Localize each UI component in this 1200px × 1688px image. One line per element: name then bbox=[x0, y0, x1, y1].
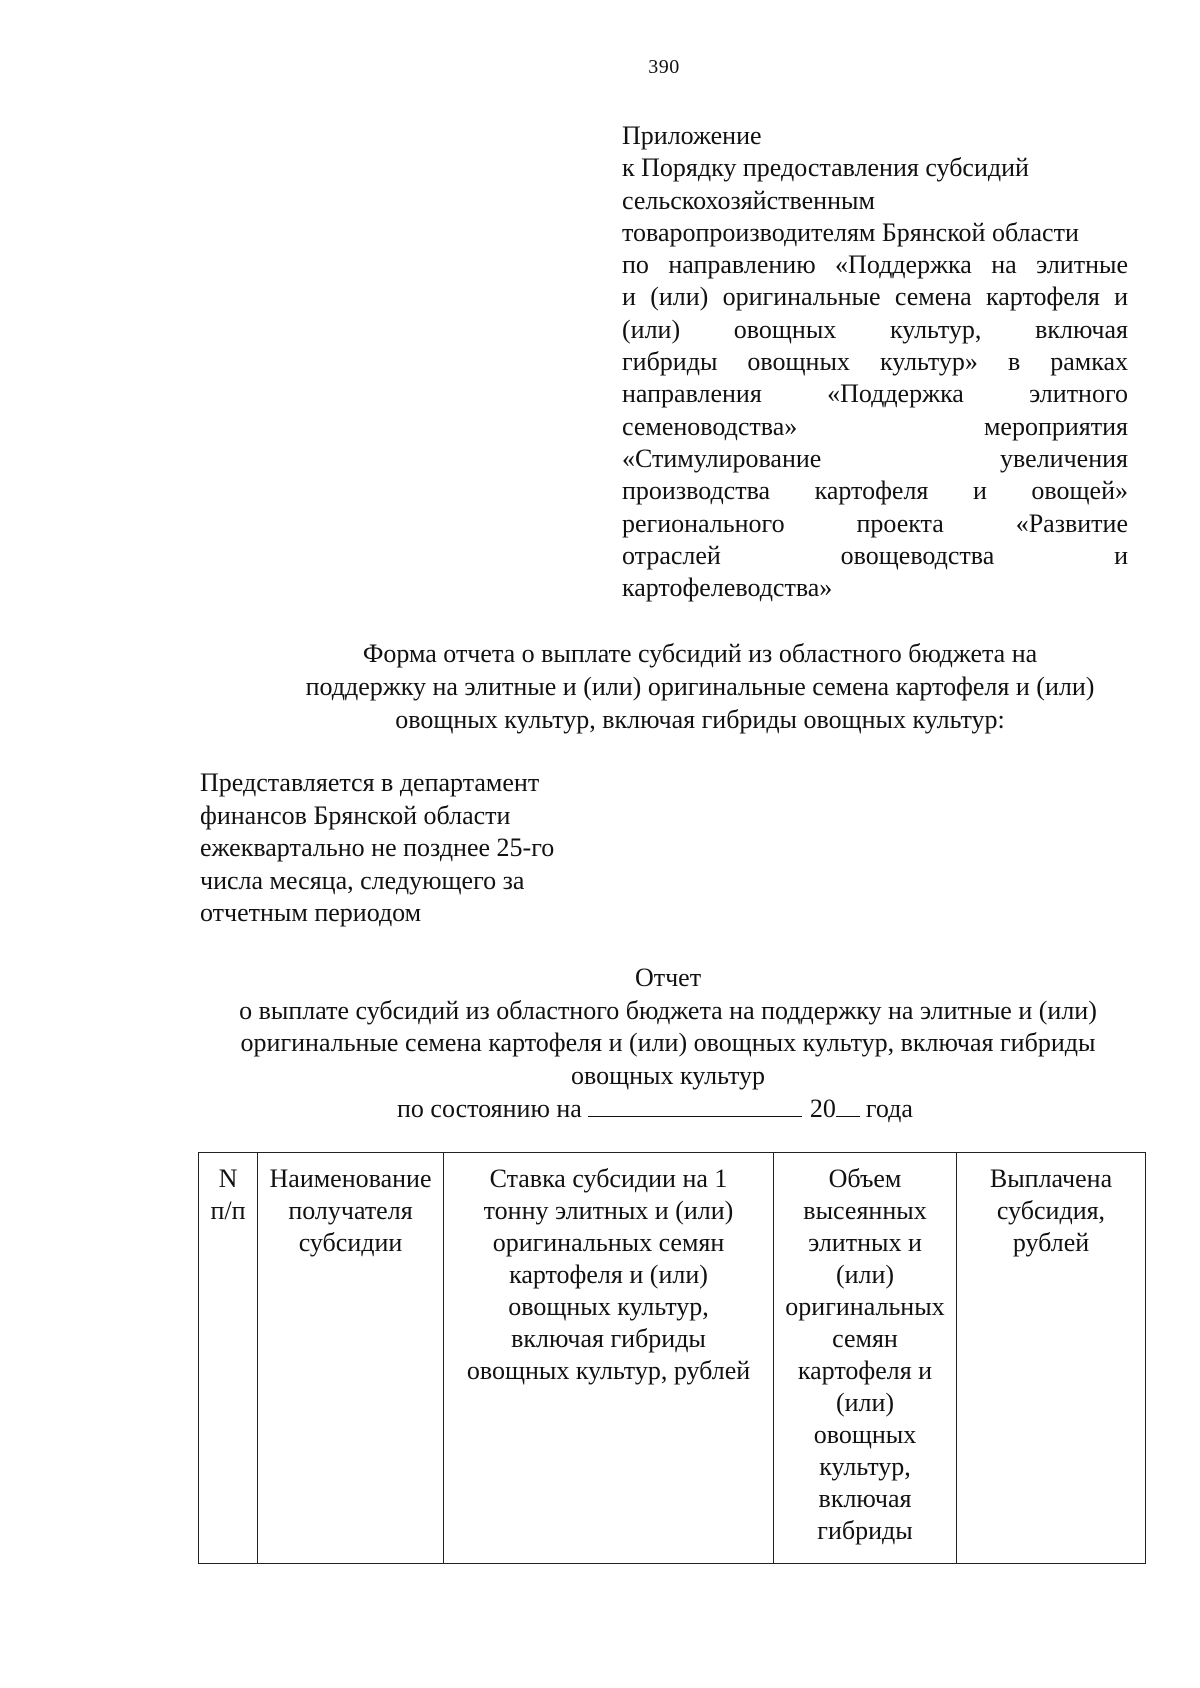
header-line: субсидии bbox=[298, 1228, 403, 1257]
header-line: овощных bbox=[813, 1420, 917, 1449]
header-line: овощных культур, bbox=[508, 1292, 709, 1321]
header-line: Наименование bbox=[269, 1164, 432, 1193]
submission-note-line: ежеквартально не позднее 25-го bbox=[200, 833, 555, 862]
report-table bbox=[198, 1152, 1146, 1564]
header-line: Объем bbox=[828, 1164, 902, 1193]
header-cell-volume bbox=[774, 1153, 957, 1564]
header-line: Выплачена bbox=[989, 1164, 1113, 1193]
table-header-row bbox=[199, 1153, 1146, 1564]
form-title bbox=[0, 637, 1200, 736]
header-line: семян bbox=[832, 1324, 898, 1353]
header-line: овощных культур, рублей bbox=[466, 1356, 751, 1385]
report-date-line bbox=[397, 1094, 913, 1124]
appendix-line: картофелеводства» bbox=[622, 573, 833, 603]
form-title-line: поддержку на элитные и (или) оригинальные семена картофеля и (или) bbox=[305, 672, 1095, 701]
header-line: N bbox=[218, 1164, 238, 1193]
submission-note-line: отчетным периодом bbox=[200, 898, 422, 927]
header-line: Ставка субсидии на 1 bbox=[489, 1164, 728, 1193]
report-date-suffix: года bbox=[865, 1094, 913, 1123]
appendix-line: семеноводства» мероприятия bbox=[622, 411, 1128, 441]
submission-note-line: Представляется в департамент bbox=[200, 768, 540, 797]
report-subtitle-line: о выплате субсидий из областного бюджета на поддержку на элитные и (или) bbox=[239, 995, 1097, 1025]
appendix-line: гибриды овощных культур» в рамках bbox=[622, 347, 1128, 377]
form-title-line: овощных культур, включая гибриды овощных культур: bbox=[395, 705, 1005, 734]
header-line: субсидия, bbox=[996, 1196, 1106, 1225]
header-line: включая гибриды bbox=[511, 1324, 706, 1353]
header-cell-number bbox=[199, 1153, 258, 1564]
header-cell-rate bbox=[444, 1153, 774, 1564]
header-cell-recipient bbox=[258, 1153, 444, 1564]
header-line: элитных и bbox=[808, 1228, 922, 1257]
appendix-line: и (или) оригинальные семена картофеля и bbox=[622, 282, 1128, 312]
year-blank-field[interactable] bbox=[836, 1094, 860, 1117]
date-blank-field[interactable] bbox=[588, 1094, 802, 1117]
submission-note-line: финансов Брянской области bbox=[200, 800, 511, 830]
header-line: гибриды bbox=[817, 1516, 913, 1545]
appendix-line: Приложение bbox=[622, 121, 762, 150]
report-date-year: 20 bbox=[809, 1094, 836, 1123]
report-subtitle-line: оригинальные семена картофеля и (или) овощных культур, включая гибриды bbox=[240, 1028, 1096, 1057]
header-line: включая bbox=[818, 1484, 912, 1513]
appendix-line: производства картофеля и овощей» bbox=[622, 476, 1128, 506]
appendix-block bbox=[622, 120, 1128, 604]
form-title-line: Форма отчета о выплате субсидий из областного бюджета на bbox=[362, 639, 1038, 668]
header-line: п/п bbox=[210, 1196, 246, 1225]
header-line: (или) bbox=[835, 1388, 895, 1417]
appendix-line: по направлению «Поддержка на элитные bbox=[622, 250, 1128, 280]
appendix-line: товаропроизводителям Брянской области bbox=[622, 217, 1079, 247]
appendix-line: к Порядку предоставления субсидий bbox=[622, 153, 1029, 183]
header-line: рублей bbox=[1012, 1228, 1090, 1257]
appendix-line: отраслей овощеводства и bbox=[622, 540, 1128, 570]
submission-note-line: числа месяца, следующего за bbox=[200, 865, 525, 895]
header-line: картофеля и bbox=[797, 1356, 933, 1385]
report-heading: Отчет bbox=[634, 963, 702, 992]
header-line: тонну элитных и (или) bbox=[483, 1196, 734, 1225]
report-subtitle-line: овощных культур bbox=[571, 1060, 765, 1090]
header-cell-paid bbox=[957, 1153, 1146, 1564]
appendix-line: «Стимулирование увеличения bbox=[622, 443, 1128, 473]
header-line: (или) bbox=[835, 1260, 895, 1289]
appendix-line: направления «Поддержка элитного bbox=[622, 379, 1128, 409]
header-line: получателя bbox=[288, 1196, 413, 1225]
appendix-line: регионального проекта «Развитие bbox=[622, 508, 1128, 538]
header-line: культур, bbox=[819, 1452, 911, 1481]
header-line: оригинальных bbox=[785, 1292, 945, 1321]
header-line: картофеля и (или) bbox=[509, 1260, 708, 1289]
page-number: 390 bbox=[648, 56, 680, 78]
report-date-prefix: по состоянию на bbox=[397, 1094, 582, 1123]
report-title bbox=[194, 962, 1142, 1092]
header-line: высеянных bbox=[803, 1196, 927, 1225]
submission-note bbox=[200, 767, 620, 930]
appendix-line: (или) овощных культур, включая bbox=[622, 314, 1128, 344]
header-line: оригинальных семян bbox=[492, 1228, 725, 1257]
appendix-line: сельскохозяйственным bbox=[622, 185, 875, 215]
